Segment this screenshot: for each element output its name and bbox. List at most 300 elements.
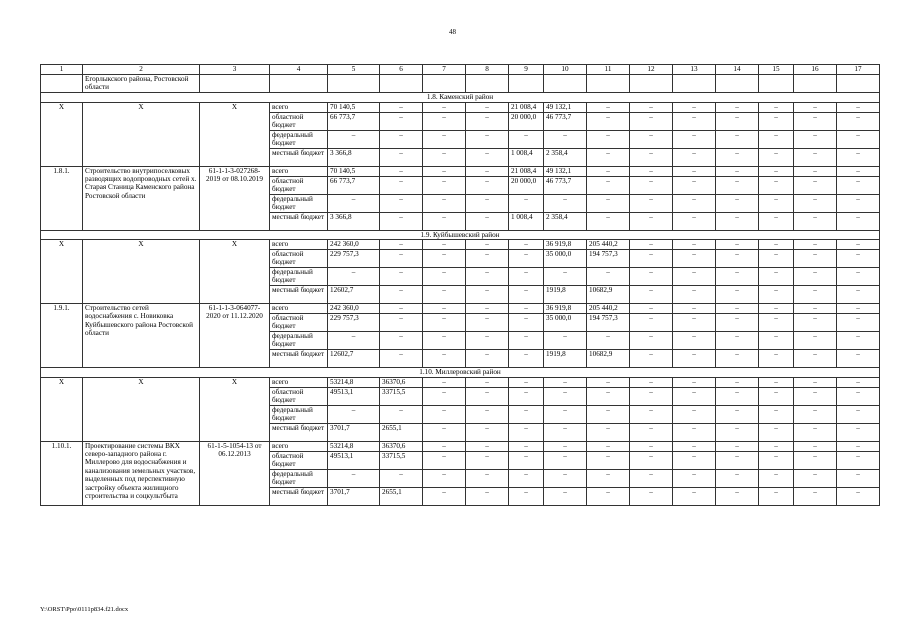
value-cell: – bbox=[423, 487, 466, 505]
value-cell: – bbox=[328, 130, 380, 148]
value-cell: – bbox=[423, 405, 466, 423]
value-cell: – bbox=[673, 332, 716, 350]
value-cell: – bbox=[544, 377, 587, 387]
value-cell: – bbox=[509, 423, 544, 441]
value-cell: – bbox=[837, 405, 880, 423]
page-number: 48 bbox=[449, 28, 456, 36]
value-cell: – bbox=[794, 423, 837, 441]
value-cell: – bbox=[544, 387, 587, 405]
value-cell: 46 773,7 bbox=[544, 176, 587, 194]
value-cell: – bbox=[587, 423, 630, 441]
value-cell: 49513,1 bbox=[328, 387, 380, 405]
budget-table bbox=[40, 64, 880, 506]
value-cell: – bbox=[759, 148, 794, 166]
value-cell: – bbox=[759, 350, 794, 368]
value-cell: – bbox=[794, 332, 837, 350]
value-cell: – bbox=[794, 176, 837, 194]
value-cell: – bbox=[587, 377, 630, 387]
value-cell: – bbox=[380, 268, 423, 286]
value-cell: 194 757,3 bbox=[587, 314, 630, 332]
cell bbox=[41, 75, 83, 93]
value-cell: 49 132,1 bbox=[544, 166, 587, 176]
value-cell: – bbox=[587, 441, 630, 451]
value-cell: – bbox=[630, 469, 673, 487]
value-cell: – bbox=[630, 350, 673, 368]
item-name: Строительство сетей водоснабжения с. Новиковка Куйбышевского района Ростовской области bbox=[83, 304, 200, 368]
value-cell: – bbox=[544, 332, 587, 350]
value-cell: – bbox=[794, 405, 837, 423]
funding-source: местный бюджет bbox=[270, 286, 328, 304]
value-cell: – bbox=[509, 350, 544, 368]
header-cell: 7 bbox=[423, 65, 466, 75]
value-cell: – bbox=[509, 377, 544, 387]
header-cell: 16 bbox=[794, 65, 837, 75]
value-cell: – bbox=[630, 194, 673, 212]
section-row bbox=[41, 230, 880, 240]
value-cell: – bbox=[673, 102, 716, 112]
value-cell: – bbox=[673, 268, 716, 286]
funding-source: областной бюджет bbox=[270, 451, 328, 469]
value-cell: 1 008,4 bbox=[509, 148, 544, 166]
value-cell: – bbox=[837, 250, 880, 268]
value-cell: – bbox=[587, 451, 630, 469]
value-cell: – bbox=[423, 377, 466, 387]
value-cell: – bbox=[544, 441, 587, 451]
value-cell: – bbox=[716, 102, 759, 112]
value-cell: – bbox=[466, 176, 509, 194]
value-cell: – bbox=[630, 268, 673, 286]
value-cell: – bbox=[759, 166, 794, 176]
value-cell: – bbox=[716, 268, 759, 286]
table-row bbox=[41, 441, 880, 451]
section-row bbox=[41, 368, 880, 378]
header-cell: 17 bbox=[837, 65, 880, 75]
value-cell: – bbox=[759, 332, 794, 350]
value-cell: – bbox=[630, 441, 673, 451]
value-cell: – bbox=[466, 286, 509, 304]
value-cell: – bbox=[716, 240, 759, 250]
value-cell: – bbox=[716, 469, 759, 487]
value-cell: – bbox=[630, 405, 673, 423]
value-cell: – bbox=[423, 441, 466, 451]
item-name: Проектирование системы ВКХ северо-западного района г. Миллерово для водоснабжения и канализования земельных участков, выделенных под перспективную застройку объекта жилищного строительства и соцкультбыта bbox=[83, 441, 200, 505]
value-cell: – bbox=[587, 148, 630, 166]
value-cell: – bbox=[423, 423, 466, 441]
value-cell: – bbox=[544, 423, 587, 441]
value-cell: – bbox=[794, 102, 837, 112]
value-cell: – bbox=[716, 487, 759, 505]
value-cell: – bbox=[380, 176, 423, 194]
item-code: 61-1-1-3-027268-2019 от 08.10.2019 bbox=[200, 166, 270, 230]
cell bbox=[837, 75, 880, 93]
value-cell: – bbox=[794, 240, 837, 250]
value-cell: – bbox=[630, 250, 673, 268]
cell bbox=[328, 75, 380, 93]
value-cell: – bbox=[380, 102, 423, 112]
value-cell: – bbox=[794, 451, 837, 469]
value-cell: 36370,6 bbox=[380, 377, 423, 387]
funding-source: областной бюджет bbox=[270, 387, 328, 405]
value-cell: – bbox=[423, 212, 466, 230]
value-cell: – bbox=[673, 451, 716, 469]
value-cell: – bbox=[759, 469, 794, 487]
item-name: X bbox=[83, 377, 200, 441]
value-cell: – bbox=[630, 377, 673, 387]
value-cell: – bbox=[673, 250, 716, 268]
value-cell: – bbox=[423, 286, 466, 304]
funding-source: местный бюджет bbox=[270, 350, 328, 368]
value-cell: – bbox=[630, 130, 673, 148]
value-cell: – bbox=[759, 102, 794, 112]
value-cell: – bbox=[509, 240, 544, 250]
header-cell: 12 bbox=[630, 65, 673, 75]
value-cell: – bbox=[759, 487, 794, 505]
funding-source: местный бюджет bbox=[270, 487, 328, 505]
value-cell: – bbox=[587, 487, 630, 505]
value-cell: – bbox=[509, 387, 544, 405]
value-cell: – bbox=[423, 130, 466, 148]
value-cell: – bbox=[759, 451, 794, 469]
item-code: 61-1-1-3-064077-2020 от 11.12.2020 bbox=[200, 304, 270, 368]
value-cell: – bbox=[716, 423, 759, 441]
value-cell: – bbox=[759, 240, 794, 250]
value-cell: – bbox=[423, 304, 466, 314]
item-name: Строительство внутрипоселковых разводящих водопроводных сетей х. Старая Станица Каменского района Ростовской области bbox=[83, 166, 200, 230]
value-cell: – bbox=[716, 148, 759, 166]
value-cell: – bbox=[673, 286, 716, 304]
header-cell: 6 bbox=[380, 65, 423, 75]
table-row bbox=[41, 377, 880, 387]
value-cell: – bbox=[380, 112, 423, 130]
value-cell: – bbox=[587, 176, 630, 194]
header-cell: 8 bbox=[466, 65, 509, 75]
footer-file-path: Y:\ORST\Ppo\0111p834.f21.docx bbox=[40, 606, 129, 613]
funding-source: областной бюджет bbox=[270, 314, 328, 332]
value-cell: – bbox=[587, 166, 630, 176]
value-cell: – bbox=[837, 102, 880, 112]
item-number: 1.9.1. bbox=[41, 304, 83, 368]
value-cell: – bbox=[837, 166, 880, 176]
value-cell: – bbox=[544, 451, 587, 469]
value-cell: – bbox=[423, 332, 466, 350]
value-cell: – bbox=[466, 130, 509, 148]
cell bbox=[380, 75, 423, 93]
value-cell: 36 919,8 bbox=[544, 304, 587, 314]
value-cell: – bbox=[509, 286, 544, 304]
value-cell: – bbox=[716, 387, 759, 405]
value-cell: – bbox=[673, 130, 716, 148]
value-cell: 70 140,5 bbox=[328, 166, 380, 176]
value-cell: 21 008,4 bbox=[509, 102, 544, 112]
section-row bbox=[41, 93, 880, 103]
value-cell: – bbox=[466, 487, 509, 505]
value-cell: – bbox=[380, 166, 423, 176]
value-cell: – bbox=[587, 268, 630, 286]
table-row bbox=[41, 304, 880, 314]
cell bbox=[673, 75, 716, 93]
value-cell: – bbox=[587, 130, 630, 148]
value-cell: – bbox=[837, 332, 880, 350]
value-cell: – bbox=[673, 148, 716, 166]
value-cell: – bbox=[630, 102, 673, 112]
value-cell: – bbox=[328, 405, 380, 423]
value-cell: 2 358,4 bbox=[544, 148, 587, 166]
value-cell: 229 757,3 bbox=[328, 314, 380, 332]
value-cell: – bbox=[423, 148, 466, 166]
cell bbox=[587, 75, 630, 93]
table-row bbox=[41, 102, 880, 112]
value-cell: – bbox=[673, 166, 716, 176]
header-cell: 11 bbox=[587, 65, 630, 75]
value-cell: – bbox=[466, 268, 509, 286]
value-cell: 205 440,2 bbox=[587, 304, 630, 314]
value-cell: – bbox=[587, 194, 630, 212]
value-cell: – bbox=[466, 469, 509, 487]
funding-source: федеральный бюджет bbox=[270, 268, 328, 286]
value-cell: 10682,9 bbox=[587, 286, 630, 304]
value-cell: – bbox=[759, 423, 794, 441]
item-number: X bbox=[41, 102, 83, 166]
value-cell: – bbox=[794, 166, 837, 176]
funding-source: областной бюджет bbox=[270, 176, 328, 194]
cell bbox=[423, 75, 466, 93]
item-number: 1.8.1. bbox=[41, 166, 83, 230]
value-cell: – bbox=[423, 102, 466, 112]
value-cell: – bbox=[630, 166, 673, 176]
funding-source: местный бюджет bbox=[270, 148, 328, 166]
value-cell: 53214,8 bbox=[328, 377, 380, 387]
value-cell: – bbox=[380, 405, 423, 423]
value-cell: – bbox=[759, 387, 794, 405]
value-cell: 35 000,0 bbox=[544, 250, 587, 268]
value-cell: 12602,7 bbox=[328, 350, 380, 368]
value-cell: – bbox=[380, 130, 423, 148]
header-cell: 4 bbox=[270, 65, 328, 75]
value-cell: 20 000,0 bbox=[509, 176, 544, 194]
value-cell: – bbox=[466, 332, 509, 350]
value-cell: 229 757,3 bbox=[328, 250, 380, 268]
funding-source: всего bbox=[270, 304, 328, 314]
value-cell: – bbox=[587, 102, 630, 112]
value-cell: 205 440,2 bbox=[587, 240, 630, 250]
value-cell: 70 140,5 bbox=[328, 102, 380, 112]
value-cell: – bbox=[759, 286, 794, 304]
value-cell: 49513,1 bbox=[328, 451, 380, 469]
value-cell: – bbox=[794, 314, 837, 332]
value-cell: – bbox=[673, 469, 716, 487]
funding-source: федеральный бюджет bbox=[270, 469, 328, 487]
cell bbox=[794, 75, 837, 93]
value-cell: – bbox=[380, 148, 423, 166]
value-cell: 1 008,4 bbox=[509, 212, 544, 230]
item-code: X bbox=[200, 377, 270, 441]
value-cell: – bbox=[794, 112, 837, 130]
section-title: 1.9. Куйбышевский район bbox=[41, 230, 880, 240]
value-cell: – bbox=[466, 350, 509, 368]
header-cell: 1 bbox=[41, 65, 83, 75]
value-cell: – bbox=[837, 148, 880, 166]
value-cell: – bbox=[630, 240, 673, 250]
cell bbox=[630, 75, 673, 93]
value-cell: – bbox=[673, 240, 716, 250]
value-cell: – bbox=[716, 451, 759, 469]
value-cell: – bbox=[380, 304, 423, 314]
value-cell: – bbox=[509, 332, 544, 350]
value-cell: – bbox=[587, 112, 630, 130]
value-cell: – bbox=[716, 250, 759, 268]
value-cell: – bbox=[544, 194, 587, 212]
value-cell: 35 000,0 bbox=[544, 314, 587, 332]
value-cell: – bbox=[759, 268, 794, 286]
value-cell: 49 132,1 bbox=[544, 102, 587, 112]
value-cell: – bbox=[673, 212, 716, 230]
value-cell: – bbox=[380, 314, 423, 332]
value-cell: – bbox=[423, 350, 466, 368]
value-cell: – bbox=[630, 423, 673, 441]
value-cell: 53214,8 bbox=[328, 441, 380, 451]
value-cell: – bbox=[423, 469, 466, 487]
value-cell: – bbox=[380, 240, 423, 250]
value-cell: – bbox=[466, 377, 509, 387]
value-cell: 2655,1 bbox=[380, 487, 423, 505]
header-row bbox=[41, 65, 880, 75]
funding-source: федеральный бюджет bbox=[270, 130, 328, 148]
value-cell: – bbox=[587, 387, 630, 405]
value-cell: – bbox=[423, 451, 466, 469]
value-cell: – bbox=[716, 314, 759, 332]
value-cell: – bbox=[716, 286, 759, 304]
value-cell: – bbox=[759, 130, 794, 148]
section-title: 1.8. Каменский район bbox=[41, 93, 880, 103]
item-number: 1.10.1. bbox=[41, 441, 83, 505]
value-cell: – bbox=[837, 304, 880, 314]
funding-source: федеральный бюджет bbox=[270, 405, 328, 423]
value-cell: – bbox=[837, 423, 880, 441]
header-cell: 10 bbox=[544, 65, 587, 75]
budget-table-wrapper bbox=[40, 64, 863, 506]
value-cell: – bbox=[544, 405, 587, 423]
value-cell: – bbox=[380, 350, 423, 368]
value-cell: – bbox=[837, 451, 880, 469]
value-cell: – bbox=[673, 194, 716, 212]
funding-source: всего bbox=[270, 441, 328, 451]
continuation-row bbox=[41, 75, 880, 93]
continuation-text: Егорлыкского района, Ростовской области bbox=[83, 75, 200, 93]
item-name: X bbox=[83, 240, 200, 304]
cell bbox=[509, 75, 544, 93]
value-cell: – bbox=[380, 469, 423, 487]
value-cell: 66 773,7 bbox=[328, 176, 380, 194]
value-cell: 3701,7 bbox=[328, 487, 380, 505]
value-cell: 36370,6 bbox=[380, 441, 423, 451]
value-cell: – bbox=[544, 487, 587, 505]
header-cell: 14 bbox=[716, 65, 759, 75]
value-cell: – bbox=[630, 148, 673, 166]
value-cell: – bbox=[794, 268, 837, 286]
value-cell: 66 773,7 bbox=[328, 112, 380, 130]
value-cell: – bbox=[794, 130, 837, 148]
value-cell: – bbox=[466, 314, 509, 332]
value-cell: – bbox=[716, 332, 759, 350]
value-cell: – bbox=[837, 194, 880, 212]
value-cell: – bbox=[673, 441, 716, 451]
value-cell: – bbox=[794, 212, 837, 230]
funding-source: местный бюджет bbox=[270, 212, 328, 230]
value-cell: 20 000,0 bbox=[509, 112, 544, 130]
value-cell: – bbox=[794, 194, 837, 212]
value-cell: – bbox=[794, 250, 837, 268]
value-cell: 3 366,8 bbox=[328, 212, 380, 230]
section-title: 1.10. Миллеровский район bbox=[41, 368, 880, 378]
value-cell: – bbox=[837, 387, 880, 405]
value-cell: – bbox=[630, 451, 673, 469]
value-cell: – bbox=[837, 377, 880, 387]
item-number: X bbox=[41, 240, 83, 304]
value-cell: – bbox=[716, 350, 759, 368]
value-cell: – bbox=[328, 469, 380, 487]
value-cell: – bbox=[587, 212, 630, 230]
value-cell: – bbox=[837, 176, 880, 194]
value-cell: 33715,5 bbox=[380, 387, 423, 405]
value-cell: 10682,9 bbox=[587, 350, 630, 368]
value-cell: – bbox=[466, 304, 509, 314]
value-cell: – bbox=[759, 441, 794, 451]
value-cell: – bbox=[837, 314, 880, 332]
value-cell: – bbox=[423, 387, 466, 405]
value-cell: – bbox=[466, 451, 509, 469]
item-code: X bbox=[200, 102, 270, 166]
value-cell: – bbox=[544, 130, 587, 148]
value-cell: – bbox=[509, 304, 544, 314]
value-cell: – bbox=[380, 250, 423, 268]
header-cell: 13 bbox=[673, 65, 716, 75]
value-cell: – bbox=[466, 102, 509, 112]
value-cell: – bbox=[466, 441, 509, 451]
value-cell: – bbox=[716, 212, 759, 230]
cell bbox=[466, 75, 509, 93]
value-cell: 3 366,8 bbox=[328, 148, 380, 166]
value-cell: – bbox=[673, 487, 716, 505]
value-cell: – bbox=[759, 314, 794, 332]
value-cell: 242 360,0 bbox=[328, 304, 380, 314]
funding-source: областной бюджет bbox=[270, 112, 328, 130]
value-cell: – bbox=[759, 405, 794, 423]
value-cell: – bbox=[630, 286, 673, 304]
funding-source: местный бюджет bbox=[270, 423, 328, 441]
item-number: X bbox=[41, 377, 83, 441]
value-cell: – bbox=[716, 130, 759, 148]
value-cell: – bbox=[837, 212, 880, 230]
value-cell: – bbox=[716, 405, 759, 423]
value-cell: – bbox=[716, 304, 759, 314]
value-cell: – bbox=[423, 166, 466, 176]
value-cell: – bbox=[380, 286, 423, 304]
value-cell: 12602,7 bbox=[328, 286, 380, 304]
value-cell: – bbox=[759, 212, 794, 230]
cell bbox=[270, 75, 328, 93]
value-cell: – bbox=[673, 405, 716, 423]
value-cell: – bbox=[423, 112, 466, 130]
value-cell: 36 919,8 bbox=[544, 240, 587, 250]
value-cell: – bbox=[673, 314, 716, 332]
value-cell: – bbox=[716, 176, 759, 194]
funding-source: всего bbox=[270, 240, 328, 250]
value-cell: – bbox=[509, 469, 544, 487]
value-cell: – bbox=[716, 377, 759, 387]
value-cell: – bbox=[794, 377, 837, 387]
value-cell: 1919,8 bbox=[544, 286, 587, 304]
funding-source: областной бюджет bbox=[270, 250, 328, 268]
